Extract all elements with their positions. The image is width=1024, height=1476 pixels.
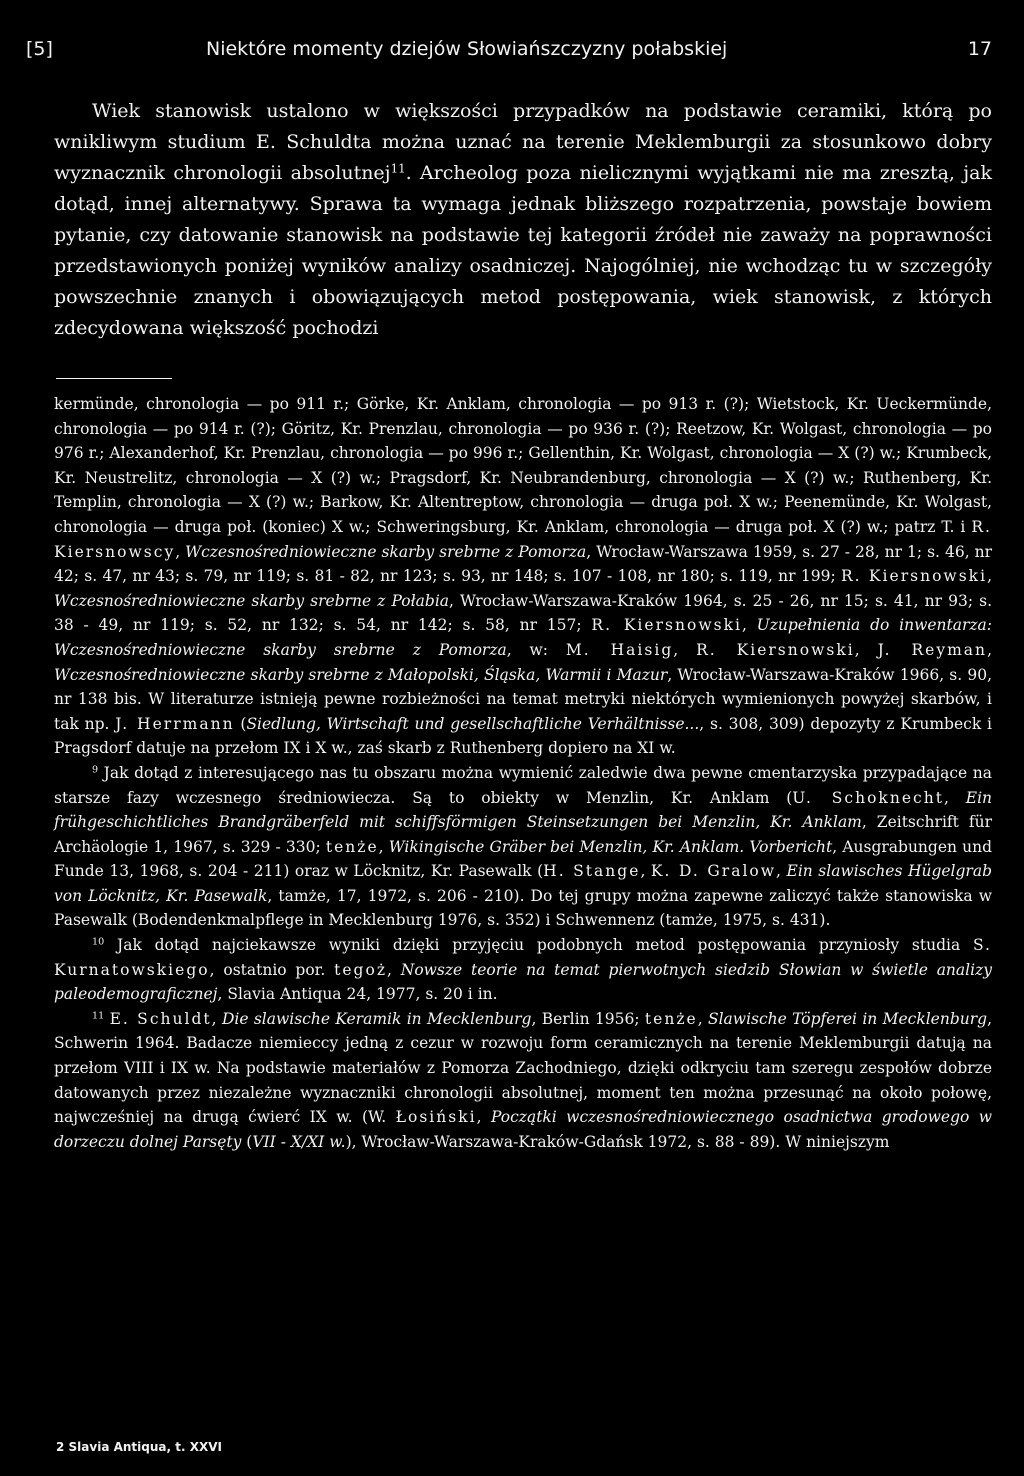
main-text <box>54 96 992 344</box>
footnote-10: $^{10}$ Jak dotąd najciekawsze wyniki dzięki przyjęciu podobnych metod postępowania przyniosły studia S. Kurnatowskiego, ostatnio por. tegoż, Nowsze teorie na temat pierwotnych siedzib Słowian w świetle analizy paleodemograficznej, Slavia Antiqua 24, 1977, s. 20 i in. <box>54 936 992 1004</box>
main-paragraph: Wiek stanowisk ustalono w większości przypadków na podstawie ceramiki, którą po wnikliwym studium E. Schuldta można uznać na terenie Meklemburgii za stosunkowo dobry wyznacznik chronologii absolutnej$^{11}$. Archeolog poza nielicznymi wyjątkami nie ma zresztą, jak dotąd, innej alternatywy. Sprawa ta wymaga jednak bliższego rozpatrzenia, powstaje bowiem pytanie, czy datowanie stanowisk na podstawie tej kategorii źródeł nie zaważy na poprawności przedstawionych poniżej wyników analizy osadniczej. Najogólniej, nie wchodząc tu w szczegóły powszechnie znanych i obowiązujących metod postępowania, wiek stanowisk, z których zdecydowana większość pochodzi <box>54 100 992 339</box>
section-marker: [5] <box>26 38 53 60</box>
running-header <box>26 38 992 68</box>
page-number: 17 <box>967 38 992 60</box>
footnote-mark-10: 10 <box>92 936 105 948</box>
footnote-mark-9: 9 <box>92 764 99 776</box>
footnote-ref-11[interactable]: 11 <box>390 161 406 176</box>
footnote-8-continued: kermünde, chronologia — po 911 r.; Görke, Kr. Anklam, chronologia — po 913 r. (?); Wietstock, Kr. Ueckermünde, chronologia — po 914 r. (?); Göritz, Kr. Prenzlau, chronologia — po 936 r. (?); Reetzow, Kr. Wolgast, chronologia — po 976 r.; Alexanderhof, Kr. Prenzlau, chronologia — po 996 r.; Gellenthin, Kr. Wolgast, chronologia — X (?) w.; Krumbeck, Kr. Neustrelitz, chronologia — X (?) w.; Pragsdorf, Kr. Neubrandenburg, chronologia — X (?) w.; Ruthenberg, Kr. Templin, chronologia — X (?) w.; Barkow, Kr. Altentreptow, chronologia — druga poł. X w.; Peenemünde, Kr. Wolgast, chronologia — druga poł. (koniec) X w.; Schweringsburg, Kr. Anklam, chronologia — druga poł. X (?) w.; patrz T. i R. Kiersnowscy, Wczesnośredniowieczne skarby srebrne z Pomorza, Wrocław-Warszawa 1959, s. 27 - 28, nr 1; s. 46, nr 42; s. 47, nr 43; s. 79, nr 119; s. 81 - 82, nr 123; s. 93, nr 148; s. 107 - 108, nr 180; s. 119, nr 199; R. Kiersnowski, Wczesnośredniowieczne skarby srebrne z Połabia, Wrocław-Warszawa-Kraków 1964, s. 25 - 26, nr 15; s. 41, nr 93; s. 38 - 49, nr 119; s. 52, nr 132; s. 54, nr 142; s. 58, nr 157; R. Kiersnowski, Uzupełnienia do inwentarza: Wczesnośredniowieczne skarby srebrne z Pomorza, w: M. Haisig, R. Kiersnowski, J. Reyman, Wczesnośredniowieczne skarby srebrne z Małopolski, Śląska, Warmii i Mazur, Wrocław-Warszawa-Kraków 1966, s. 90, nr 138 bis. W literaturze istnieją pewne rozbieżności na temat metryki niektórych wymienionych powyżej skarbów, i tak np. J. Herrmann (Siedlung, Wirtschaft und gesellschaftliche Verhältnisse..., s. 308, 309) depozyty z Krumbeck i Pragsdorf datuje na przełom IX i X w., zaś skarb z Ruthenberg dopiero na XI w. <box>54 395 992 758</box>
footnote-mark-11: 11 <box>92 1010 105 1022</box>
signature-line: 2 Slavia Antiqua, t. XXVI <box>56 1440 222 1454</box>
footnotes <box>54 392 992 1154</box>
footnote-separator <box>56 378 172 379</box>
footnote-9: $^9$ Jak dotąd z interesującego nas tu obszaru można wymienić zaledwie dwa pewne cmentarzyska przypadające na starsze fazy wczesnego średniowiecza. Są to obiekty w Menzlin, Kr. Anklam (U. Schoknecht, Ein frühgeschichtliches Brandgräberfeld mit schiffsförmigen Steinsetzungen bei Menzlin, Kr. Anklam, Zeitschrift für Archäologie 1, 1967, s. 329 - 330; tenże, Wikingische Gräber bei Menzlin, Kr. Anklam. Vorbericht, Ausgrabungen und Funde 13, 1968, s. 204 - 211) oraz w Löcknitz, Kr. Pasewalk (H. Stange, K. D. Gralow, Ein slawisches Hügelgrab von Löcknitz, Kr. Pasewalk, tamże, 17, 1972, s. 206 - 210). Do tej grupy można zapewne zaliczyć także stanowiska w Pasewalk (Bodendenkmalpflege in Mecklenburg 1976, s. 352) i Schwennenz (tamże, 1975, s. 431). <box>54 763 993 930</box>
footnote-11: $^{11}$ E. Schuldt, Die slawische Keramik in Mecklenburg, Berlin 1956; tenże, Slawische Töpferei in Mecklenburg, Schwerin 1964. Badacze niemieccy jedną z cezur w rozwoju form ceramicznych na terenie Meklemburgii datują na przełom VIII i IX w. Na podstawie materiałów z Pomorza Zachodniego, dzięki odkryciu tam szeregu zespołów dobrze datowanych przez niezależne wyznaczniki chronologii absolutnej, moment ten można przesunąć na około połowę, najwcześniej na drugą ćwierć IX w. (W. Łosiński, Początki wczesnośredniowiecznego osadnictwa grodowego w dorzeczu dolnej Parsęty (VII - X/XI w.), Wrocław-Warszawa-Kraków-Gdańsk 1972, s. 88 - 89). W niniejszym <box>54 1009 993 1151</box>
running-title: Niektóre momenty dziejów Słowiańszczyzny połabskiej <box>206 38 728 60</box>
